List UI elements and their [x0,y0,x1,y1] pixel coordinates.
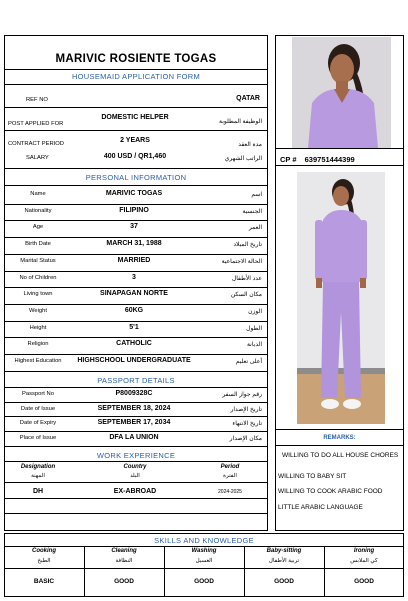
form-title: HOUSEMAID APPLICATION FORM [71,72,201,81]
personal-row-value: SINAPAGAN NORTE [100,290,168,298]
post-value: DOMESTIC HELPER [101,114,169,121]
personal-row-value: 3 [132,273,136,281]
skills-value: GOOD [114,578,134,585]
personal-row-arabic: الطول [246,325,262,332]
personal-row-label: No of Children [19,274,57,281]
personal-row-arabic: اسم [251,192,262,198]
skills-column-divider [244,546,245,597]
skills-section-title: SKILLS AND KNOWLEDGE [154,536,254,545]
skills-column-divider [84,546,85,597]
passport-row-arabic: تاريخ الانتهاء [232,421,262,428]
personal-row-arabic: عدد الأطفال [231,275,262,282]
personal-row-value: 37 [130,223,138,231]
work-row-period: 2024-2025 [218,489,242,495]
personal-row-divider [4,254,268,255]
personal-row-label: Age [32,224,44,231]
post-label: POST APPLIED FOR [8,121,64,127]
personal-row-arabic: مكان السكن [230,292,262,299]
personal-row-divider [4,237,268,238]
contract-label: CONTRACT PERIOD [8,141,64,147]
skills-header: Cooking [32,548,56,554]
remark-item: WILLING TO COOK ARABIC FOOD [278,488,383,495]
personal-row-label: Nationality [24,207,52,214]
cp-label: CP # [280,155,297,164]
ref-no-label: REF NO [26,97,48,103]
skills-header: Baby-sitting [266,548,302,554]
work-header-designation: Designation [20,464,56,470]
cp-number [280,155,355,164]
personal-row-divider [4,204,268,205]
work-header-designation-ar: المهنة [31,473,45,479]
passport-row-arabic: مكان الإصدار [229,436,262,443]
ref-no-right-value: QATAR [236,95,260,102]
personal-row-arabic: تاريخ الميلاد [233,242,262,249]
skills-column-divider [164,546,165,597]
passport-row-value: SEPTEMBER 18, 2024 [97,404,171,412]
skills-header-ar: الطبخ [37,558,51,564]
passport-row-value: P8009328C [115,390,153,397]
personal-row-arabic: الجنسية [242,208,262,215]
personal-section-title: PERSONAL INFORMATION [85,173,187,182]
passport-row-arabic: تاريخ الإصدار [230,406,262,413]
applicant-name-title: MARIVIC ROSIENTE TOGAS [55,53,217,65]
skills-header-ar: كي الملابس [350,558,378,564]
skills-header: Cleaning [111,548,137,554]
applicant-full-body-photo [297,172,385,424]
work-header-period-ar: الفترة [223,473,237,479]
remark-item: WILLING TO BABY SIT [278,473,347,480]
personal-row-label: Height [29,324,47,331]
cp-value: 639751444399 [304,155,355,164]
skills-value: BASIC [33,578,55,585]
skills-header-ar: تربية الأطفال [268,558,300,564]
personal-row-divider [4,354,268,355]
passport-row-label: Passport No [22,391,54,397]
personal-row-value: 60KG [124,306,144,314]
personal-row-value: CATHOLIC [116,340,152,348]
passport-section-title: PASSPORT DETAILS [97,376,175,385]
skills-header: Washing [191,548,217,554]
personal-row-arabic: أعلى تعليم [235,359,262,365]
passport-row-divider [4,431,268,432]
remark-item: WILLING TO DO ALL HOUSE CHORES [282,452,399,459]
personal-row-arabic: الديانة [246,342,262,349]
personal-row-divider [4,337,268,338]
personal-row-label: Religion [27,341,49,348]
personal-row-label: Weight [29,307,47,314]
personal-row-label: Name [30,191,46,197]
remarks-title: REMARKS: [323,435,356,441]
passport-row-divider [4,402,268,403]
personal-row-value: MARIVIC TOGAS [105,190,163,197]
work-header-country: Country [123,464,147,470]
work-header-period: Period [220,464,240,470]
passport-row-label: Date of Expiry [19,420,57,427]
personal-row-value: 5'1 [129,323,139,331]
applicant-portrait-photo [292,37,391,148]
personal-row-label: Highest Education [14,358,62,364]
skills-value: GOOD [354,578,374,585]
skills-header: Ironing [353,548,375,554]
personal-row-divider [4,321,268,322]
personal-row-arabic: الوزن [248,308,262,315]
personal-row-divider [4,304,268,305]
salary-label: SALARY [26,155,49,161]
personal-row-divider [4,271,268,272]
passport-row-label: Place of Issue [19,435,57,442]
passport-row-value: DFA LA UNION [109,434,159,442]
personal-row-value: MARCH 31, 1988 [106,240,162,248]
work-section-title: WORK EXPERIENCE [96,451,176,460]
skills-value: GOOD [274,578,294,585]
contract-value: 2 YEARS [120,137,150,144]
personal-row-value: HIGHSCHOOL UNDERGRADUATE [77,357,191,364]
skills-header-ar: الغسيل [195,558,213,564]
work-row-designation: DH [32,488,44,495]
salary-arabic: الراتب الشهري [224,156,262,162]
personal-row-label: Marital Status [20,257,56,264]
personal-row-divider [4,287,268,288]
personal-row-arabic: العمر [248,225,262,232]
salary-value: 400 USD / QR1,460 [103,153,167,160]
work-row-country: EX-ABROAD [113,488,157,495]
personal-row-divider [4,220,268,221]
personal-row-value: MARRIED [117,256,151,264]
contract-arabic: مدة العقد [238,142,262,148]
personal-row-label: Living town [23,291,53,298]
skills-header-ar: النظافة [115,558,133,564]
skills-value: GOOD [194,578,214,585]
passport-row-arabic: رقم جواز السفر [222,392,262,398]
personal-row-value: FILIPINO [119,206,149,214]
personal-row-label: Birth Date [25,241,51,248]
remark-item: LITTLE ARABIC LANGUAGE [278,504,363,511]
personal-row-arabic: الحالة الاجتماعية [221,258,262,265]
post-arabic: الوظيفة المطلوبة [219,119,262,125]
passport-row-divider [4,416,268,417]
work-header-country-ar: البلد [130,473,140,479]
skills-column-divider [324,546,325,597]
passport-row-value: SEPTEMBER 17, 2034 [97,419,171,427]
passport-row-label: Date of Issue [20,405,56,412]
